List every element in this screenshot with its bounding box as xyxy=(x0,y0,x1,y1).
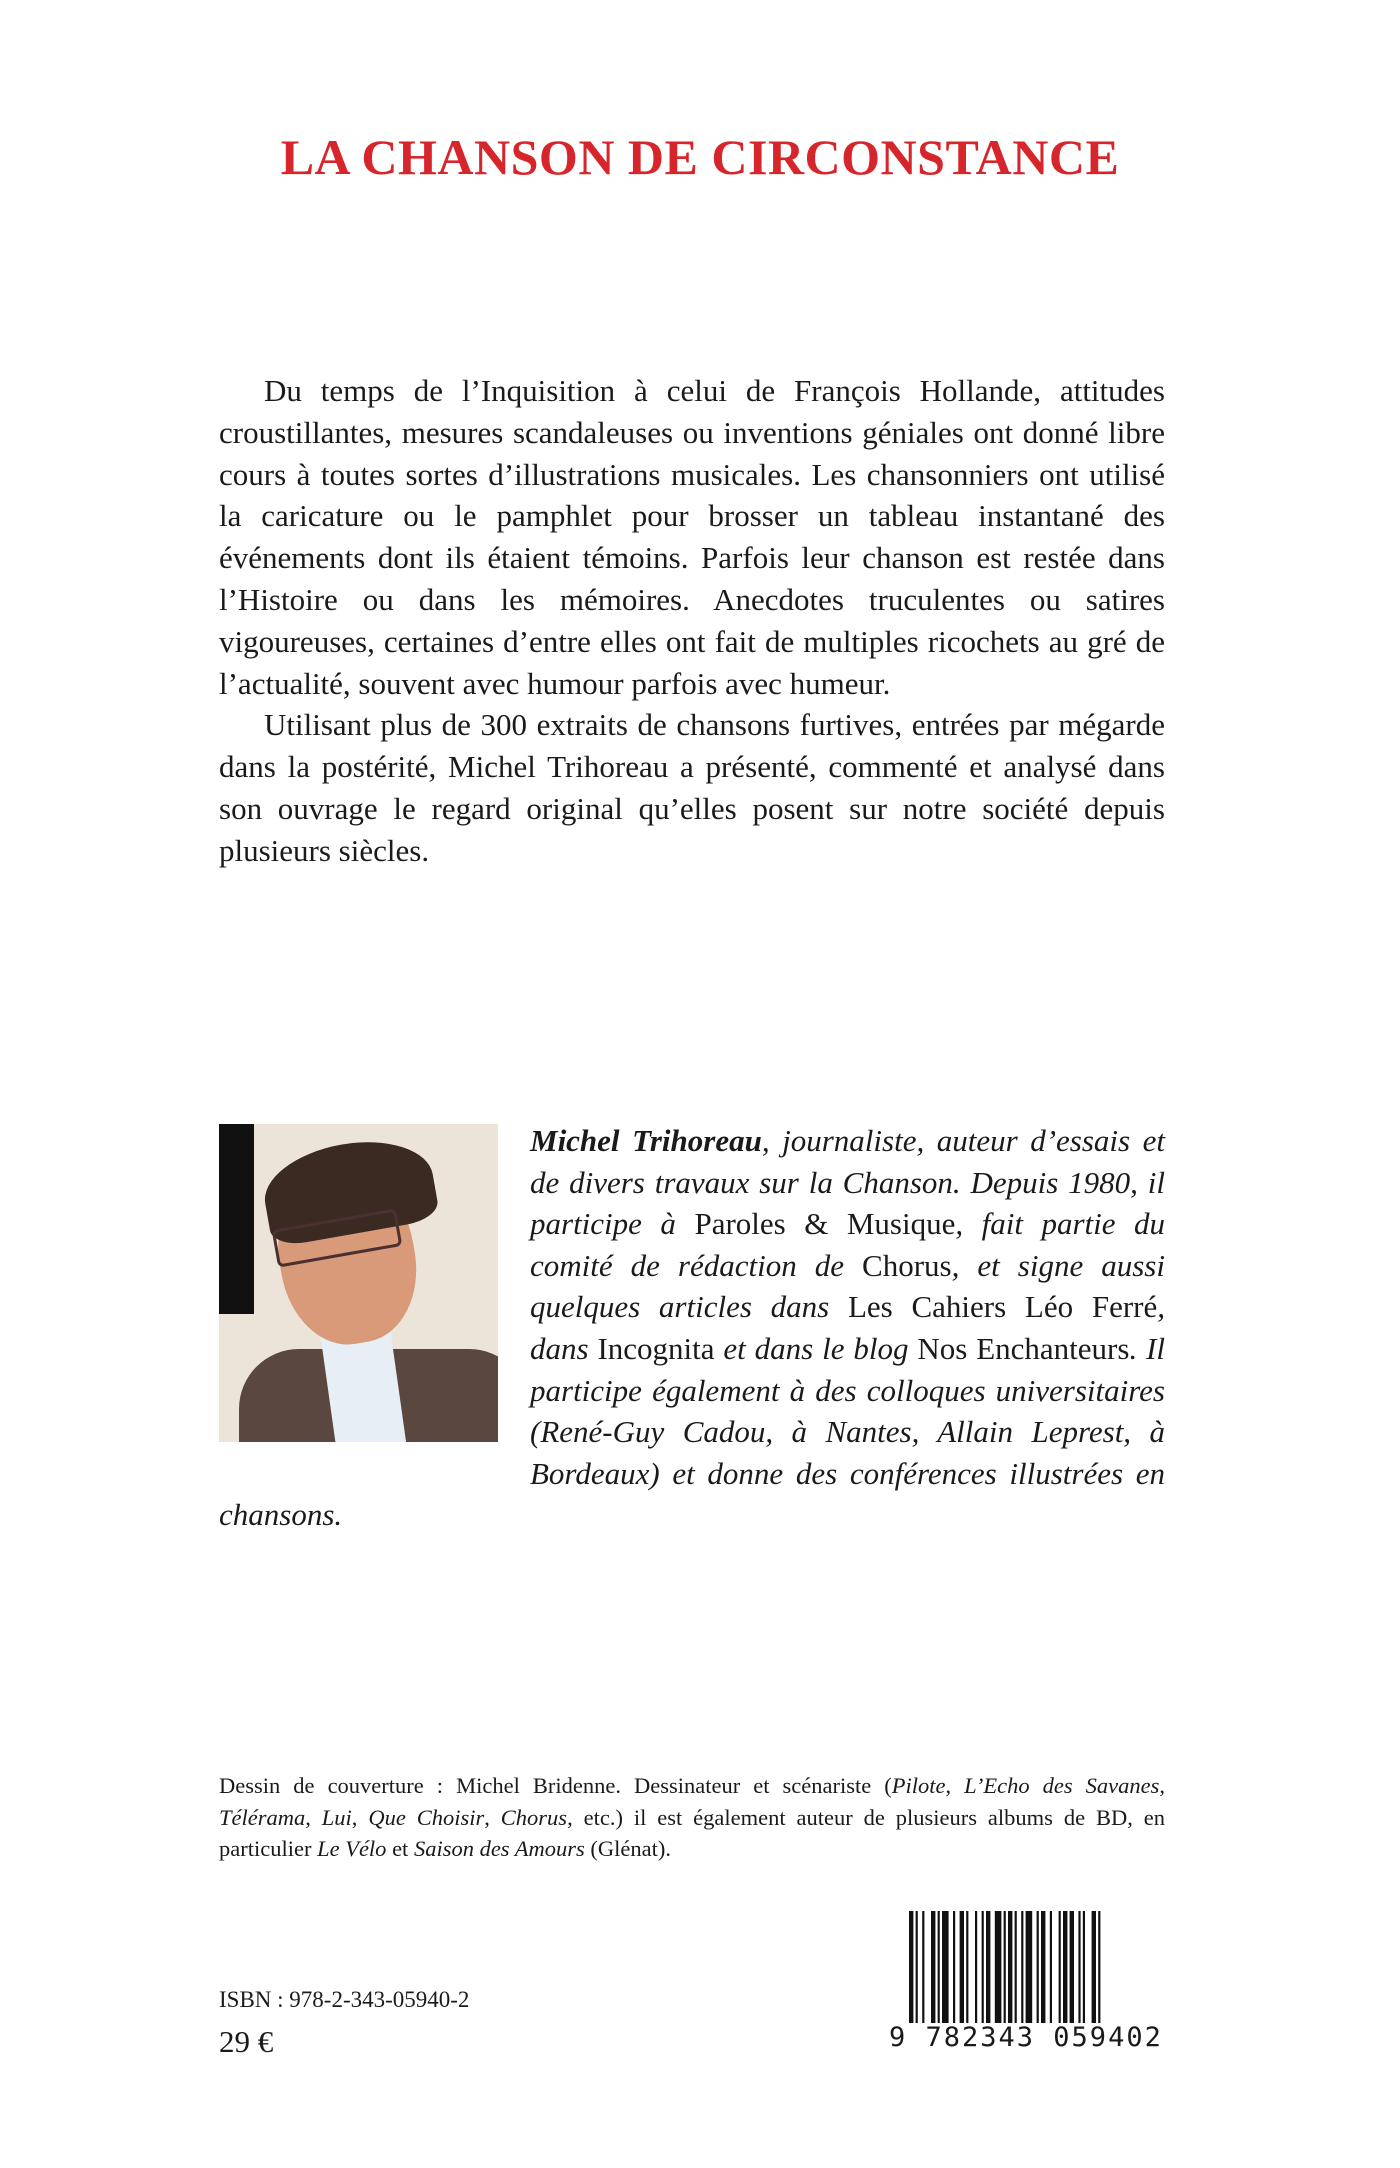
credit-title: L’Echo des Savanes xyxy=(964,1773,1160,1798)
publication-title: Paroles & Musique xyxy=(694,1206,956,1242)
isbn: ISBN : 978-2-343-05940-2 xyxy=(219,1987,470,2012)
credit-text: , etc.) il est également auteur de plusieurs albums de BD, en particulier xyxy=(219,1804,1165,1861)
credit-text: et xyxy=(386,1836,414,1861)
credit-text: , xyxy=(1159,1773,1165,1798)
cover-art-credit xyxy=(219,1770,1165,1865)
bio-text: , journaliste, auteur d’essais et de divers travaux sur la Chanson. Depuis 1980, il participe à xyxy=(530,1123,1165,1242)
bio-text: , fait partie du comité de rédaction de xyxy=(530,1206,1166,1283)
bio-text: , dans xyxy=(530,1289,1165,1366)
credit-text: Dessin de couverture : Michel Bridenne. Dessinateur et scénariste ( xyxy=(219,1773,892,1798)
price: 29 € xyxy=(219,2024,274,2059)
credit-title: Saison des Amours xyxy=(413,1836,585,1861)
credit-title: Lui xyxy=(321,1804,352,1830)
credit-text: , xyxy=(305,1804,322,1830)
credit-title: Que Choisir xyxy=(368,1804,485,1830)
bio-text: , et signe aussi quelques articles dans xyxy=(530,1247,1165,1325)
blurb-paragraph: Utilisant plus de 300 extraits de chansons furtives, entrées par mégarde dans la postérité, Michel Trihoreau a présenté, commenté et analysé dans son ouvrage le regard original qu’elles posent sur notre société depuis plusieurs siècles. xyxy=(219,707,1165,868)
credit-text: , xyxy=(484,1804,501,1830)
credit-title: Chorus xyxy=(500,1804,568,1830)
publication-title: Incognita xyxy=(597,1330,715,1366)
credit-text: (Glénat). xyxy=(584,1836,672,1861)
publication-title: Nos Enchanteurs xyxy=(917,1330,1130,1366)
blurb-paragraph: Du temps de l’Inquisition à celui de François Hollande, attitudes croustillantes, mesures scandaleuses ou inventions géniales ont donné libre cours à toutes sortes d’illustrations musicales. Les chansonniers ont utilisé la caricature ou le pamphlet pour brosser un tableau instantané des événements dont ils étaient témoins. Parfois leur chanson est restée dans l’Histoire ou dans les mémoires. Anecdotes truculentes ou satires vigoureuses, certaines d’entre elles ont fait de multiples ricochets au gré de l’actualité, souvent avec humour parfois avec humeur. xyxy=(219,373,1165,701)
book-title: LA CHANSON DE CIRCONSTANCE xyxy=(280,129,1120,185)
barcode xyxy=(889,1911,1165,2061)
credit-title: Pilote xyxy=(891,1773,946,1798)
publication-title: Les Cahiers Léo Ferré xyxy=(847,1289,1158,1325)
credit-title: Télérama xyxy=(219,1804,306,1830)
author-name: Michel Trihoreau xyxy=(530,1123,762,1158)
author-bio xyxy=(219,1120,1165,1536)
bio-text: et dans le blog xyxy=(714,1330,918,1366)
back-cover-blurb xyxy=(219,370,1165,872)
credit-text: , xyxy=(945,1773,965,1798)
barcode-digits: 9 782343 059402 xyxy=(889,2023,1165,2053)
bio-text: . Il participe également à des colloques universitaires (René-Guy Cadou, à Nantes, Allain Leprest, à Bordeaux) et donne des conférences illustrées en chansons. xyxy=(219,1330,1166,1533)
credit-text: , xyxy=(351,1804,369,1830)
credit-title: Le Vélo xyxy=(317,1836,387,1861)
publication-title: Chorus xyxy=(862,1247,952,1283)
